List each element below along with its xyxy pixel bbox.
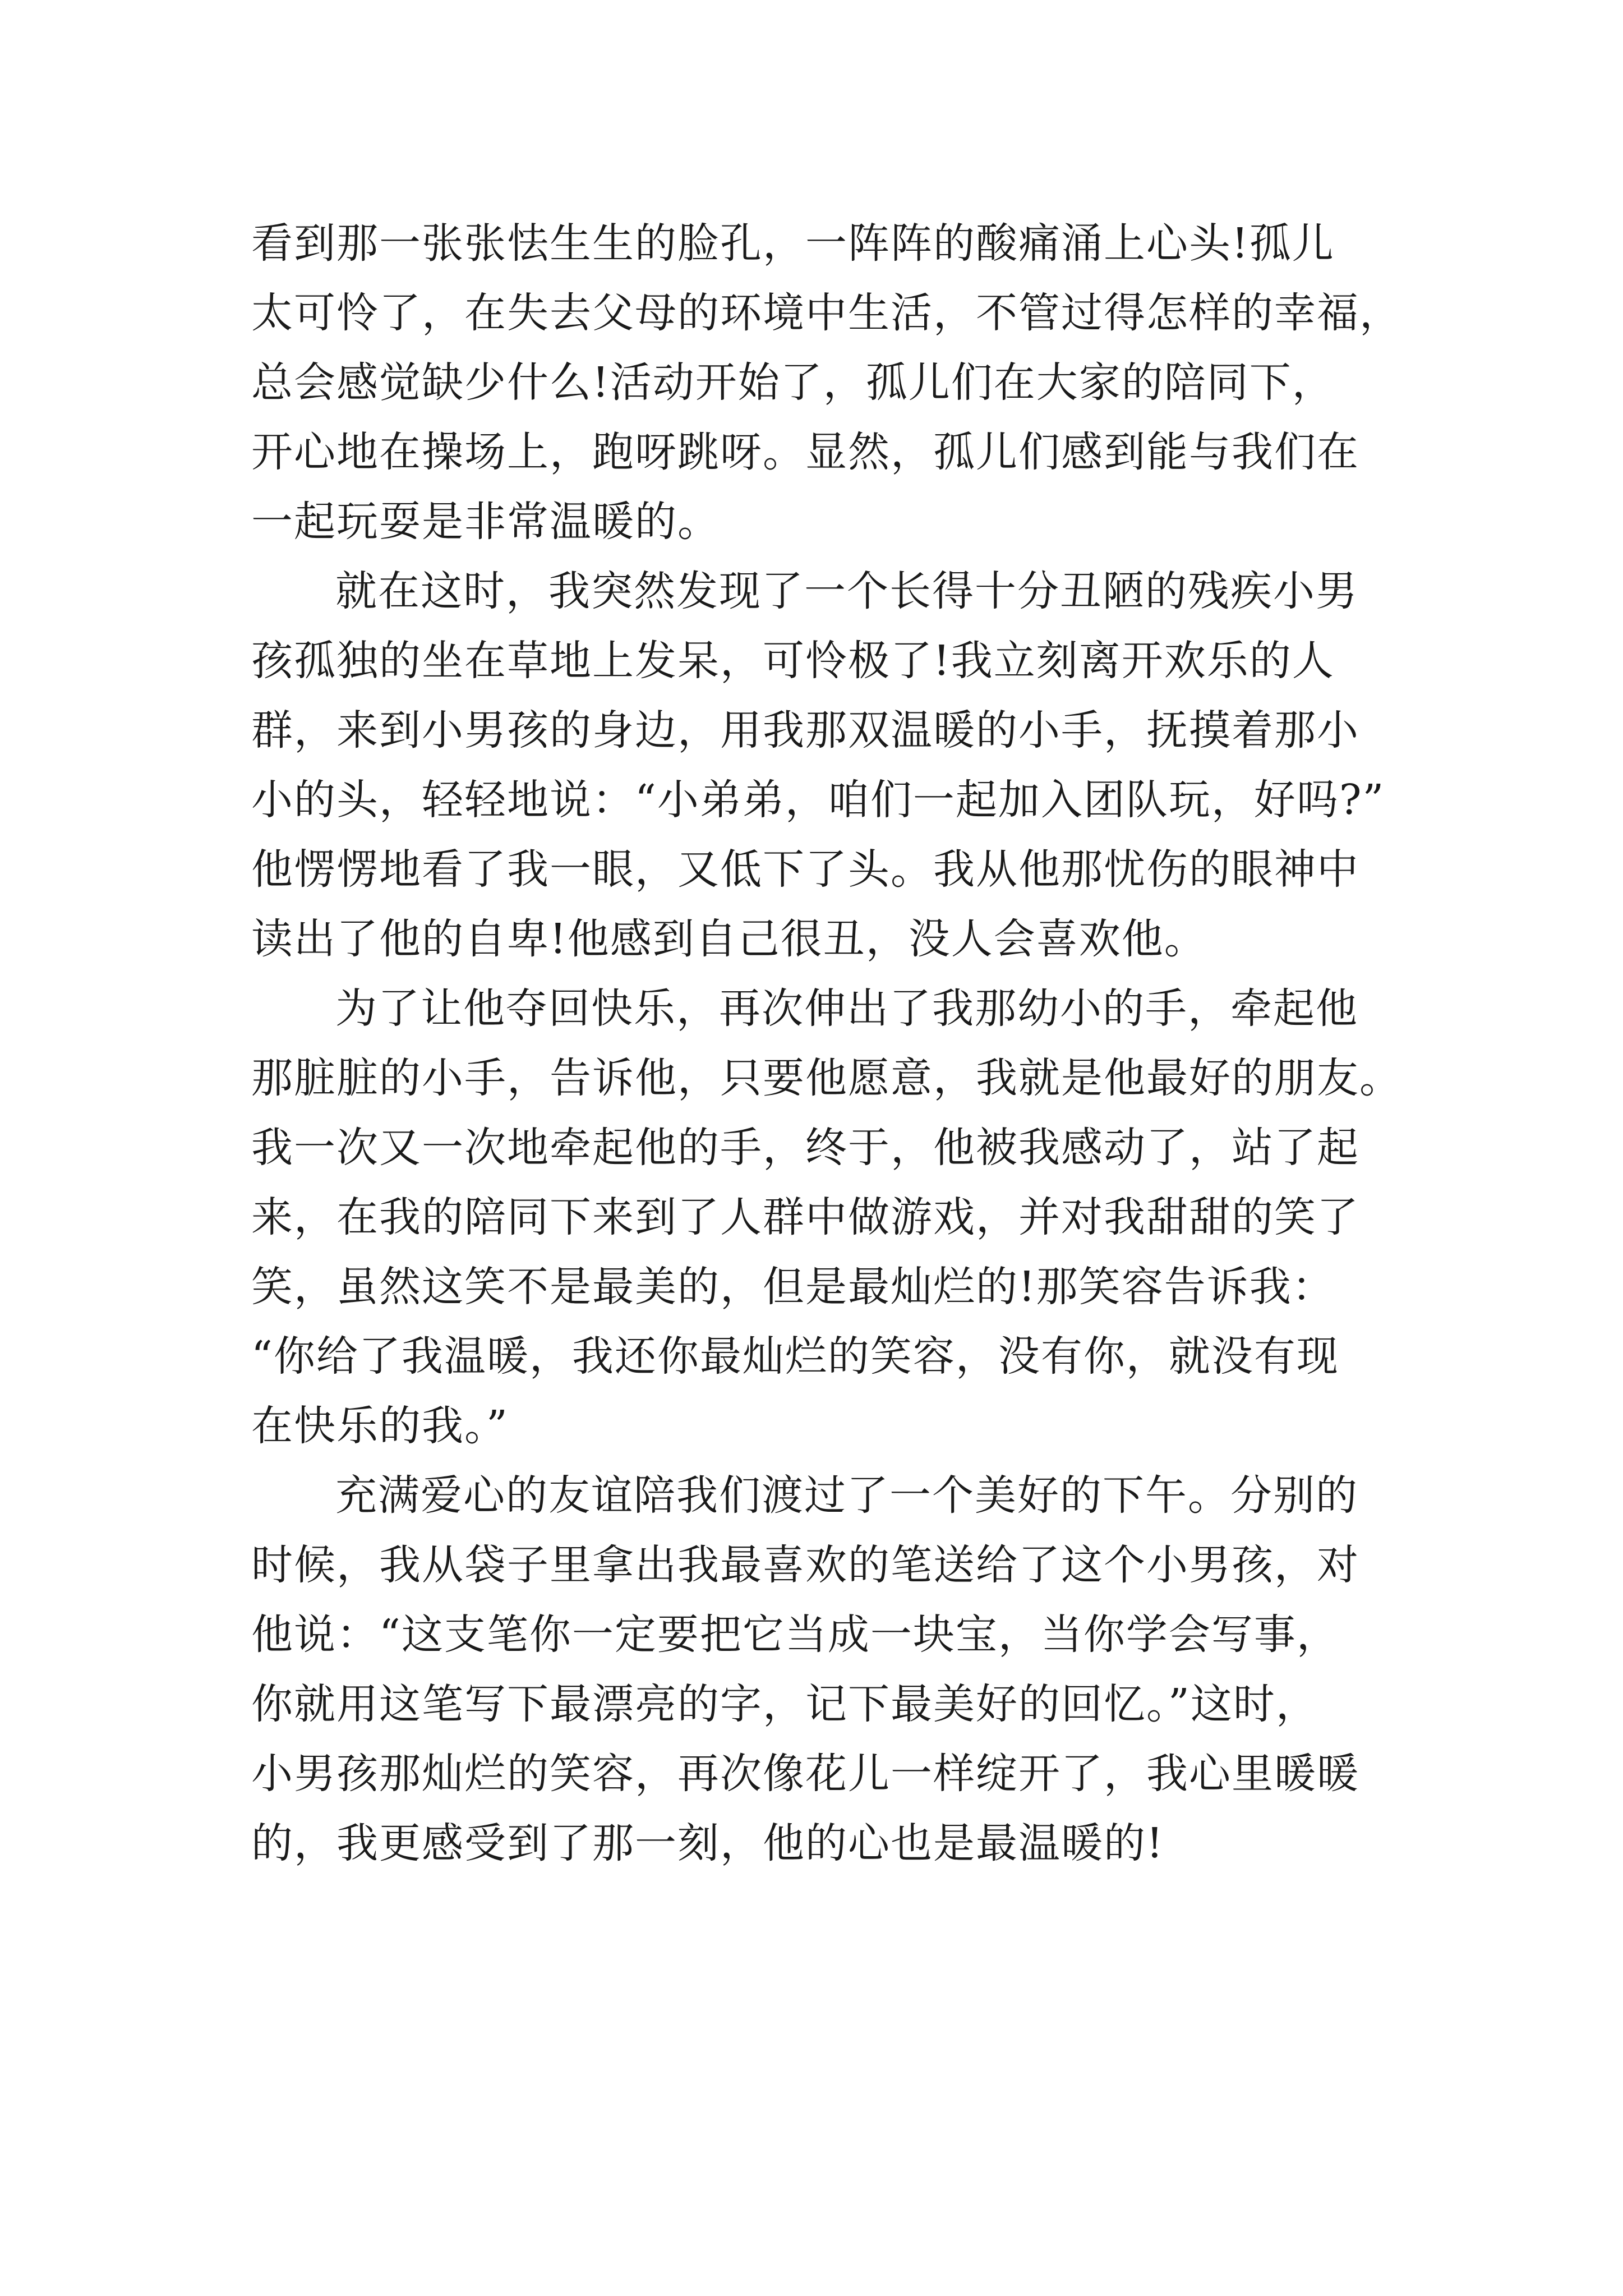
text-line: 读出了他的自卑!他感到自己很丑，没人会喜欢他。 — [251, 915, 1207, 963]
text-line: 来，在我的陪同下来到了人群中做游戏，并对我甜甜的笑了 — [251, 1193, 1359, 1241]
text-line: 一起玩耍是非常温暖的。 — [251, 498, 720, 546]
text-line: 孩孤独的坐在草地上发呆，可怜极了!我立刻离开欢乐的人 — [251, 637, 1335, 685]
text-line: 在快乐的我。” — [251, 1402, 509, 1450]
text-line: 我一次又一次地牵起他的手，终于，他被我感动了，站了起 — [251, 1124, 1359, 1172]
body-text — [251, 209, 1402, 1878]
text-line: 小的头，轻轻地说：“小弟弟，咱们一起加入团队玩，好吗?” — [251, 776, 1385, 824]
text-line: 笑，虽然这笑不是最美的，但是最灿烂的!那笑容告诉我： — [251, 1263, 1335, 1311]
paragraph-1 — [251, 209, 1402, 556]
paragraph-4 — [251, 1461, 1395, 1878]
text-line: 开心地在操场上，跑呀跳呀。显然，孤儿们感到能与我们在 — [251, 428, 1359, 476]
text-line: 他愣愣地看了我一眼，又低下了头。我从他那忧伤的眼神中 — [251, 845, 1359, 894]
text-line: 小男孩那灿烂的笑容，再次像花儿一样绽开了，我心里暖暖 — [251, 1750, 1359, 1798]
text-line: 那脏脏的小手，告诉他，只要他愿意，我就是他最好的朋友。 — [251, 1054, 1402, 1102]
text-line: 群，来到小男孩的身边，用我那双温暖的小手，抚摸着那小 — [251, 706, 1359, 754]
text-line: 为了让他夺回快乐，再次伸出了我那幼小的手，牵起他 — [335, 984, 1358, 1033]
text-line: 的，我更感受到了那一刻，他的心也是最温暖的! — [251, 1819, 1164, 1867]
text-line: 他说：“这支笔你一定要把它当成一块宝，当你学会写事， — [251, 1611, 1339, 1659]
text-line: 充满爱心的友谊陪我们渡过了一个美好的下午。分别的 — [335, 1471, 1358, 1520]
text-line: 看到那一张张怯生生的脸孔，一阵阵的酸痛涌上心头!孤儿 — [251, 219, 1335, 268]
paragraph-3 — [251, 974, 1402, 1461]
text-line: 你就用这笔写下最漂亮的字，记下最美好的回忆。”这时， — [251, 1680, 1318, 1728]
text-line: “你给了我温暖，我还你最灿烂的笑容，没有你，就没有现 — [251, 1332, 1339, 1381]
text-line: 太可怜了，在失去父母的环境中生活，不管过得怎样的幸福， — [251, 289, 1402, 337]
paragraph-2 — [251, 556, 1395, 974]
text-line: 时候，我从袋子里拿出我最喜欢的笔送给了这个小男孩，对 — [251, 1541, 1359, 1589]
text-line: 总会感觉缺少什么!活动开始了，孤儿们在大家的陪同下， — [251, 358, 1335, 407]
text-line: 就在这时，我突然发现了一个长得十分丑陋的残疾小男 — [335, 567, 1358, 615]
